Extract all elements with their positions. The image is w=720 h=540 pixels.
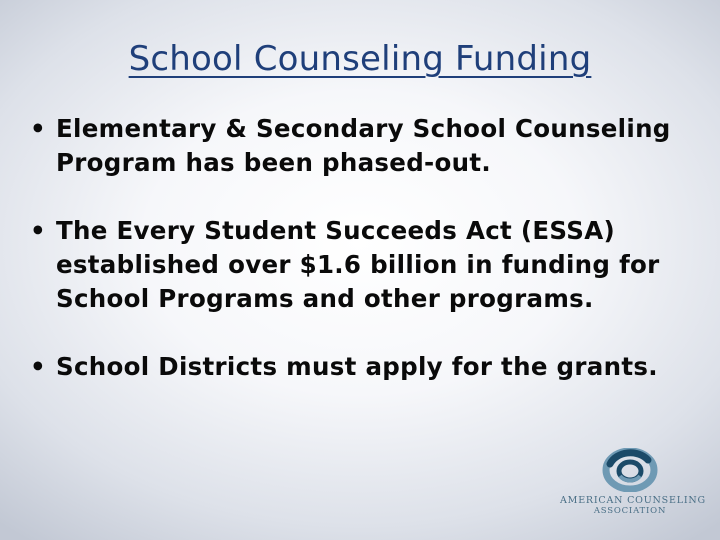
bullet-marker: • xyxy=(30,352,46,381)
aca-logo xyxy=(560,448,706,518)
bullet-text: The Every Student Succeeds Act (ESSA) established over $1.6 billion in funding for School Programs and other programs. xyxy=(56,216,660,313)
bullet-item xyxy=(30,214,710,316)
logo-text-line2: ASSOCIATION xyxy=(593,506,667,516)
bullet-text: School Districts must apply for the grants. xyxy=(56,352,658,381)
bullet-item xyxy=(30,112,710,180)
aca-swirl-logo-icon xyxy=(602,448,658,492)
bullet-text: Elementary & Secondary School Counseling Program has been phased-out. xyxy=(56,114,671,177)
bullet-marker: • xyxy=(30,114,46,143)
bullet-marker: • xyxy=(30,216,46,245)
logo-text-line1: AMERICAN COUNSELING xyxy=(560,495,706,506)
slide-title: School Counseling Funding xyxy=(128,39,592,79)
bullet-item xyxy=(30,350,710,384)
bullet-list xyxy=(30,112,710,384)
